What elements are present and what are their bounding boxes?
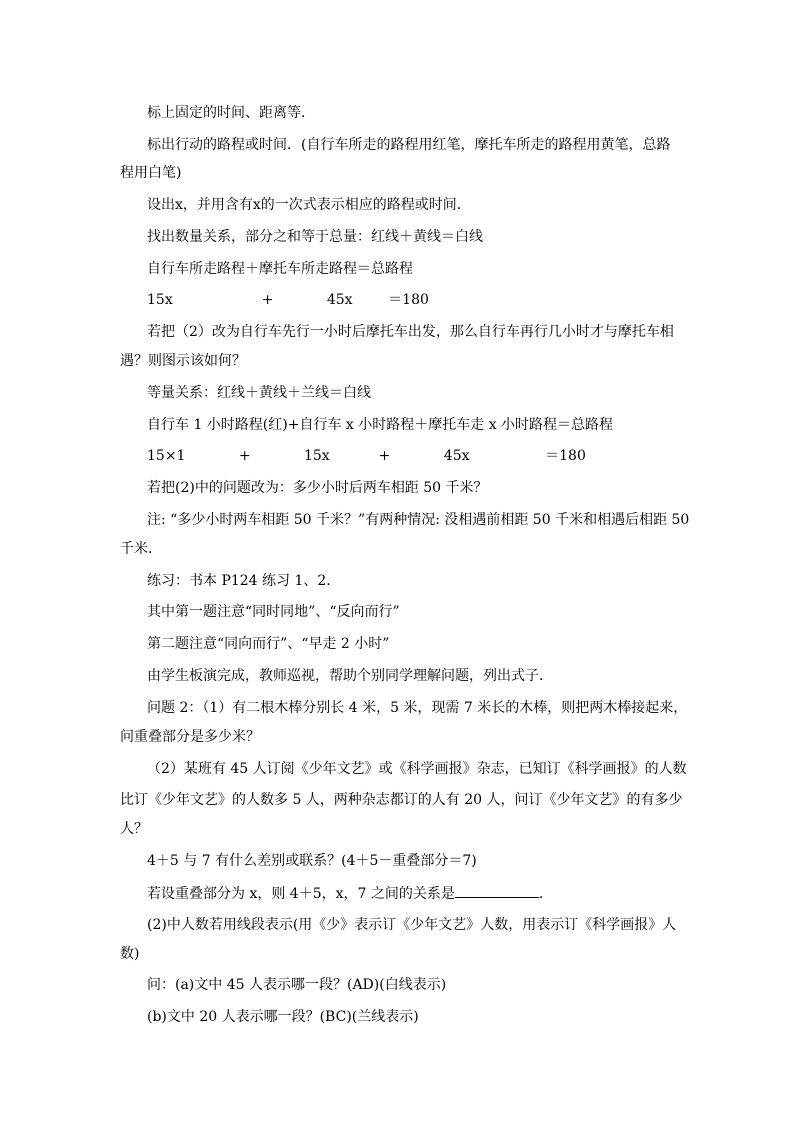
text-line: 自行车所走路程＋摩托车所走路程＝总路程 <box>147 261 413 277</box>
text-line: (b)文中 20 人表示哪一段？(BC)(兰线表示) <box>147 1009 419 1025</box>
text-line: 设出x，并用含有x的一次式表示相应的路程或时间． <box>147 197 471 213</box>
text-line: 其中第一题注意“同时同地”、“反向而行” <box>147 604 400 620</box>
text-line: 若把(2)中的问题改为：多少小时后两车相距 50 千米？ <box>147 480 488 496</box>
text-line: (2)中人数若用线段表示(用《少》表示订《少年文艺》人数，用表示订《科学画报》人 <box>147 917 677 933</box>
text-line: 千米． <box>120 541 162 557</box>
text-line: 由学生板演完成，教师巡视，帮助个别同学理解问题，列出式子． <box>147 668 553 684</box>
text-line: 程用白笔) <box>120 165 182 181</box>
text-line: 问重叠部分是多少米？ <box>120 729 260 745</box>
text-line: 标上固定的时间、距离等． <box>147 105 315 121</box>
text-line: 问题 2：（1）有二根木棒分别长 4 米，5 米，现需 7 米长的木棒，则把两木棒接起来， <box>147 700 688 716</box>
fill-in-line <box>147 883 553 904</box>
text-line: （2）某班有 45 人订阅《少年文艺》或《科学画报》杂志，已知订《科学画报》的人数 <box>147 761 687 777</box>
text-line: 自行车 1 小时路程(红)+自行车 x 小时路程＋摩托车走 x 小时路程＝总路程 <box>147 417 614 433</box>
text-line: 等量关系：红线＋黄线＋兰线＝白线 <box>147 385 371 401</box>
text-line: 注: “多少小时两车相距 50 千米？”有两种情况: 没相遇前相距 50 千米和相遇后相距 50 <box>147 512 690 528</box>
equation-line: 15×1 + 15x + 45x ＝180 <box>147 448 586 464</box>
text-line: 找出数量关系，部分之和等于总量：红线＋黄线＝白线 <box>147 229 483 245</box>
text-line: 数) <box>120 946 140 962</box>
text-line: 4＋5 与 7 有什么差别或联系？(4＋5－重叠部分＝7) <box>147 853 477 869</box>
text-line: 比订《少年文艺》的人数多 5 人，两种杂志都订的人有 20 人，问订《少年文艺》的有多少 <box>120 792 683 808</box>
text-line: 人？ <box>120 821 148 837</box>
text-line: 标出行动的路程或时间．(自行车所走的路程用红笔，摩托车所走的路程用黄笔，总路 <box>147 137 671 153</box>
text-line: 若把（2）改为自行车先行一小时后摩托车出发，那么自行车再行几小时才与摩托车相 <box>147 324 674 340</box>
text-line: 遇？则图示该如何？ <box>120 353 246 369</box>
text-line: 第二题注意“同向而行”、“早走 2 小时” <box>147 636 390 652</box>
text-line: 练习：书本 P124 练习 1、2． <box>147 573 341 589</box>
text-line: 问：(a)文中 45 人表示哪一段？(AD)(白线表示) <box>147 977 447 993</box>
fill-in-suffix: ． <box>538 886 553 902</box>
equation-line: 15x + 45x ＝180 <box>147 292 429 308</box>
answer-blank[interactable] <box>455 883 539 898</box>
fill-in-prefix: 若设重叠部分为 x，则 4＋5，x，7 之间的关系是 <box>147 886 455 902</box>
